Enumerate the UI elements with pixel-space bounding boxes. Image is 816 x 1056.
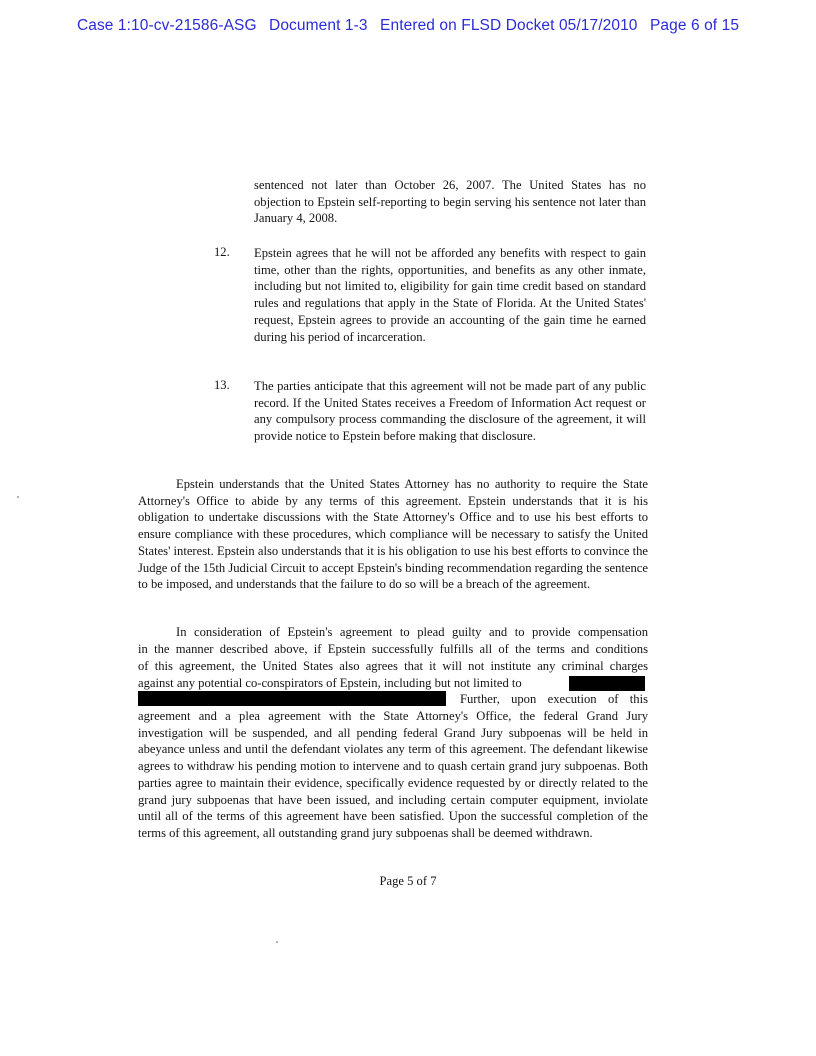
redaction-bar — [569, 676, 645, 691]
document-number: Document 1-3 — [269, 17, 368, 34]
paragraph-continuation: sentenced not later than October 26, 2007. The United States has no objection to Epstein self-reporting to begin serving his sentence not later than January 4, 2008. — [254, 178, 646, 226]
docket-page-number: Page 6 of 15 — [649, 17, 740, 34]
consideration-line-1: In consideration of Epstein's agreement to plead guilty and to provide compensation — [176, 625, 648, 639]
page-footer: Page 5 of 7 — [379, 874, 437, 888]
scan-speck — [276, 941, 278, 943]
docket-header — [0, 17, 816, 35]
consideration-line-3: of this agreement, the United States also agrees that it will not institute any criminal charges — [138, 659, 648, 673]
item-12-number: 12. — [214, 245, 230, 259]
item-13-number: 13. — [214, 378, 230, 392]
consideration-line-5: Further, upon execution of this — [460, 692, 648, 706]
state-attorney-paragraph: Epstein understands that the United States Attorney has no authority to require the State Attorney's Office to abide by any terms of this agreement. Epstein understands that it is his obligation to undertake discussions with the State Attorney's Office and to use his best efforts to ensure compliance with these procedures, which compliance will be necessary to satisfy the United States' interest. Epstein also understands that it is his obligation to use his best efforts to convince the Judge of the 15th Judicial Circuit to accept Epstein's binding recommendation regarding the sentence to be imposed, and understands that the failure to do so will be a breach of the agreement. — [138, 477, 648, 592]
item-13-text: The parties anticipate that this agreement will not be made part of any public record. If the United States receives a Freedom of Information Act request or any compulsory process commanding the disclosure of the agreement, it will provide notice to Epstein before making that disclosure. — [254, 379, 646, 444]
consideration-line-4-text: against any potential co-conspirators of Epstein, including but not limited to — [138, 676, 522, 690]
redaction-bar — [138, 691, 446, 706]
consideration-line-2: in the manner described above, if Epstein successfully fulfills all of the terms and conditions — [138, 642, 648, 656]
case-number: Case 1:10-cv-21586-ASG — [76, 17, 257, 34]
scan-speck — [17, 496, 19, 498]
consideration-paragraph-rest: agreement and a plea agreement with the State Attorney's Office, the federal Grand Jury investigation will be suspended, and all pending federal Grand Jury subpoenas will be held in abeyance unless and until the defendant violates any term of this agreement. The defendant likewise agrees to withdraw his pending motion to intervene and to quash certain grand jury subpoenas. Both parties agree to maintain their evidence, specifically evidence requested by or directly related to the grand jury subpoenas that have been issued, and including certain computer equipment, inviolate until all of the terms of this agreement have been satisfied. Upon the successful completion of the terms of this agreement, all outstanding grand jury subpoenas shall be deemed withdrawn. — [138, 709, 648, 840]
entered-date: Entered on FLSD Docket 05/17/2010 — [380, 17, 638, 34]
item-12-text: Epstein agrees that he will not be afforded any benefits with respect to gain time, other than the rights, opportunities, and benefits as any other inmate, including but not limited to, eligibility for gain time credit based on standard rules and regulations that apply in the State of Florida. At the United States' request, Epstein agrees to provide an accounting of the gain time he earned during his period of incarceration. — [254, 246, 646, 344]
